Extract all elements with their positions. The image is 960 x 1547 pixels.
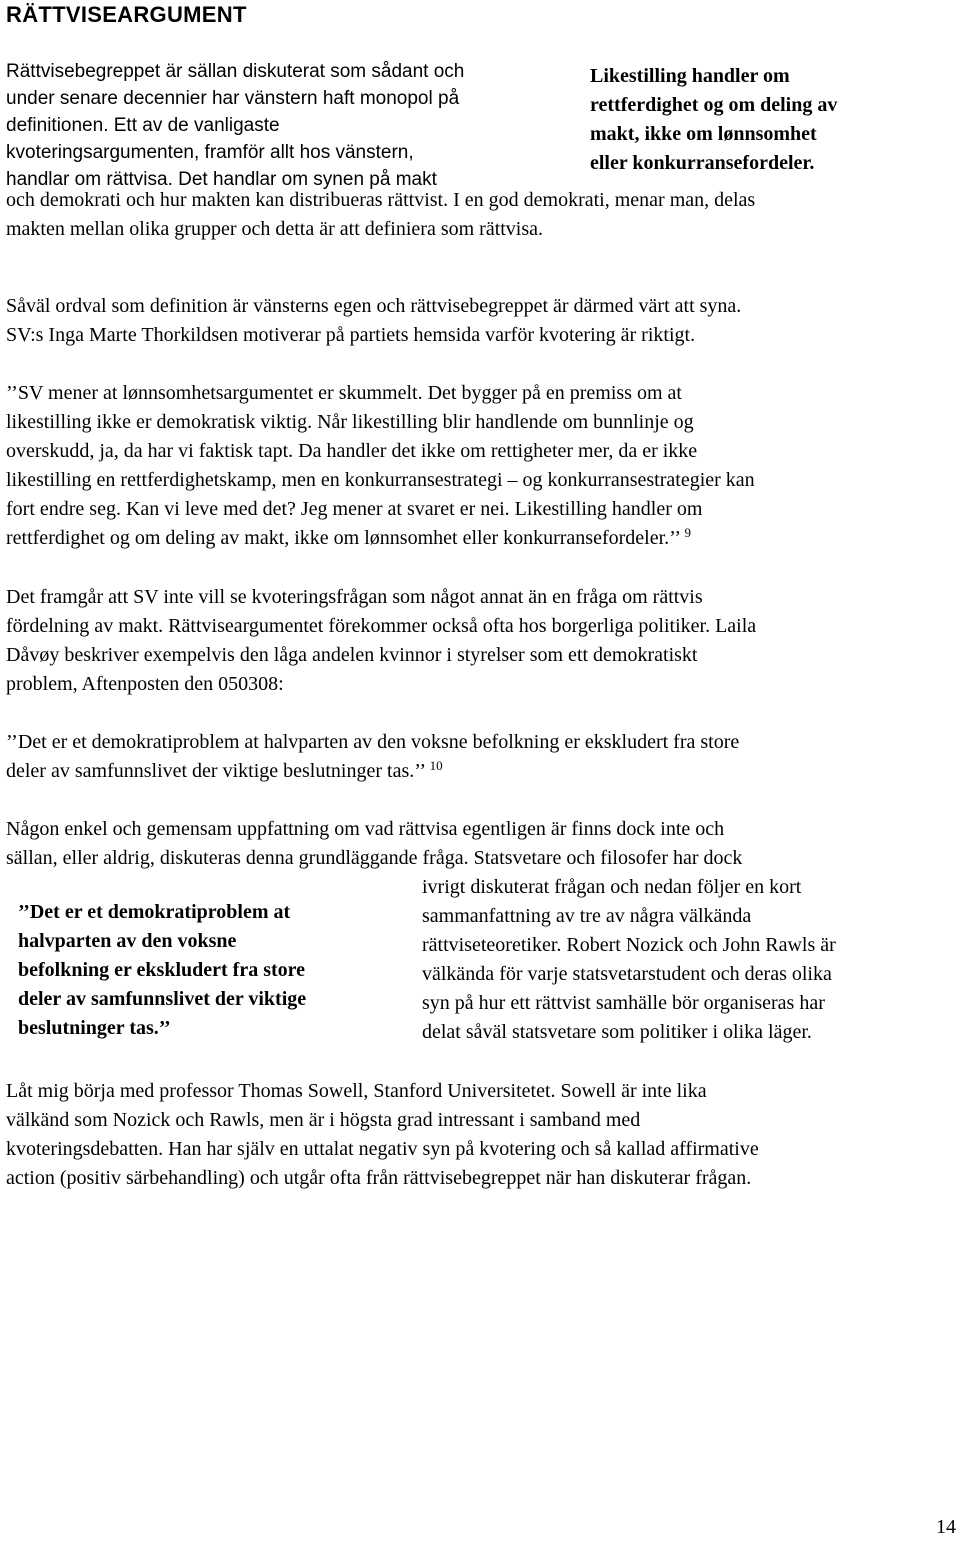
text-line: syn på hur ett rättvist samhälle bör organiseras har bbox=[422, 992, 825, 1014]
quote-line: likestilling en rettferdighetskamp, men en konkurransestrategi – og konkurransestrategier kan bbox=[6, 469, 755, 491]
text-line: rättviseteoretiker. Robert Nozick och John Rawls är bbox=[422, 934, 836, 956]
text-line: kvoteringsargumenten, framför allt hos vänstern, bbox=[6, 142, 414, 163]
text-line: definitionen. Ett av de vanligaste bbox=[6, 115, 280, 136]
text-line: kvoteringsdebatten. Han har själv en uttalat negativ syn på kvotering och så kallad affirmative bbox=[6, 1138, 759, 1160]
paragraph-4 bbox=[6, 815, 742, 873]
text-line: fördelning av makt. Rättviseargumentet förekommer också ofta hos borgerliga politiker. Laila bbox=[6, 615, 757, 637]
footnote-ref: 10 bbox=[429, 758, 443, 773]
text-line: Låt mig börja med professor Thomas Sowell, Stanford Universitetet. Sowell är inte lika bbox=[6, 1080, 707, 1102]
text-line: välkända för varje statsvetarstudent och deras olika bbox=[422, 963, 832, 985]
text-line: sammanfattning av tre av några välkända bbox=[422, 905, 752, 927]
text-line: och demokrati och hur makten kan distribueras rättvist. I en god demokrati, menar man, delas bbox=[6, 189, 756, 211]
text-line: Någon enkel och gemensam uppfattning om vad rättvisa egentligen är finns dock inte och bbox=[6, 818, 725, 840]
text-line: handlar om rättvisa. Det handlar om synen på makt bbox=[6, 169, 437, 190]
pull-quote-line: halvparten av den voksne bbox=[18, 930, 237, 952]
text-line: problem, Aftenposten den 050308: bbox=[6, 673, 284, 695]
block-quote-2 bbox=[6, 728, 739, 786]
intro-paragraph bbox=[6, 58, 464, 193]
pull-quote-top bbox=[590, 62, 837, 178]
text-line: Dåvøy beskriver exempelvis den låga andelen kvinnor i styrelser som ett demokratiskt bbox=[6, 644, 698, 666]
pull-quote-line: befolkning er ekskludert fra store bbox=[18, 959, 306, 981]
paragraph-3 bbox=[6, 583, 756, 699]
page-number: 14 bbox=[936, 1516, 956, 1538]
pull-quote-line: Likestilling handler om bbox=[590, 65, 790, 87]
paragraph-4-right-column bbox=[422, 873, 836, 1047]
pull-quote-line: ’’Det er et demokratiproblem at bbox=[18, 901, 291, 923]
pull-quote-mid bbox=[18, 898, 306, 1043]
paragraph-5 bbox=[6, 1077, 759, 1193]
pull-quote-line: beslutninger tas.’’ bbox=[18, 1017, 171, 1039]
text-line: action (positiv särbehandling) och utgår ofta från rättvisebegreppet när han diskuterar frågan. bbox=[6, 1167, 752, 1189]
pull-quote-line: eller konkurransefordeler. bbox=[590, 152, 815, 174]
pull-quote-line: rettferdighet og om deling av bbox=[590, 94, 838, 116]
text-line: ivrigt diskuterat frågan och nedan följer en kort bbox=[422, 876, 802, 898]
quote-line: ’’Det er et demokratiproblem at halvparten av den voksne befolkning er ekskludert fra store bbox=[6, 731, 740, 753]
paragraph-2 bbox=[6, 292, 741, 350]
intro-paragraph-continued bbox=[6, 186, 755, 244]
block-quote-1 bbox=[6, 379, 755, 553]
quote-line: fort endre seg. Kan vi leve med det? Jeg mener at svaret er nei. Likestilling handler om bbox=[6, 498, 703, 520]
quote-line-last bbox=[6, 757, 739, 786]
quote-line: likestilling ikke er demokratisk viktig. Når likestilling blir handlende om bunnlinje og bbox=[6, 411, 694, 433]
pull-quote-line: deler av samfunnslivet der viktige bbox=[18, 988, 307, 1010]
footnote-ref: 9 bbox=[684, 525, 691, 540]
text-line: Det framgår att SV inte vill se kvoteringsfrågan som något annat än en fråga om rättvis bbox=[6, 586, 703, 608]
text-line: under senare decennier har vänstern haft monopol på bbox=[6, 88, 460, 109]
text-line: delat såväl statsvetare som politiker i olika läger. bbox=[422, 1021, 812, 1043]
section-heading: RÄTTVISEARGUMENT bbox=[6, 2, 247, 27]
text-line: välkänd som Nozick och Rawls, men är i högsta grad intressant i samband med bbox=[6, 1109, 641, 1131]
quote-line-last bbox=[6, 524, 755, 553]
quote-text: rettferdighet og om deling av makt, ikke om lønnsomhet eller konkurransefordeler.’’ bbox=[6, 527, 680, 549]
quote-text: deler av samfunnslivet der viktige beslutninger tas.’’ bbox=[6, 760, 425, 782]
pull-quote-line: makt, ikke om lønnsomhet bbox=[590, 123, 817, 145]
text-line: makten mellan olika grupper och detta är att definiera som rättvisa. bbox=[6, 218, 544, 240]
text-line: Rättvisebegreppet är sällan diskuterat som sådant och bbox=[6, 61, 465, 82]
text-line: sällan, eller aldrig, diskuteras denna grundläggande fråga. Statsvetare och filosofer har dock bbox=[6, 847, 743, 869]
text-line: Såväl ordval som definition är vänsterns egen och rättvisebegreppet är därmed värt att syna. bbox=[6, 295, 742, 317]
quote-line: overskudd, ja, da har vi faktisk tapt. Da handler det ikke om rettigheter mer, da er ikke bbox=[6, 440, 698, 462]
text-line: SV:s Inga Marte Thorkildsen motiverar på partiets hemsida varför kvotering är riktigt. bbox=[6, 324, 696, 346]
quote-line: ’’SV mener at lønnsomhetsargumentet er skummelt. Det bygger på en premiss om at bbox=[6, 382, 682, 404]
